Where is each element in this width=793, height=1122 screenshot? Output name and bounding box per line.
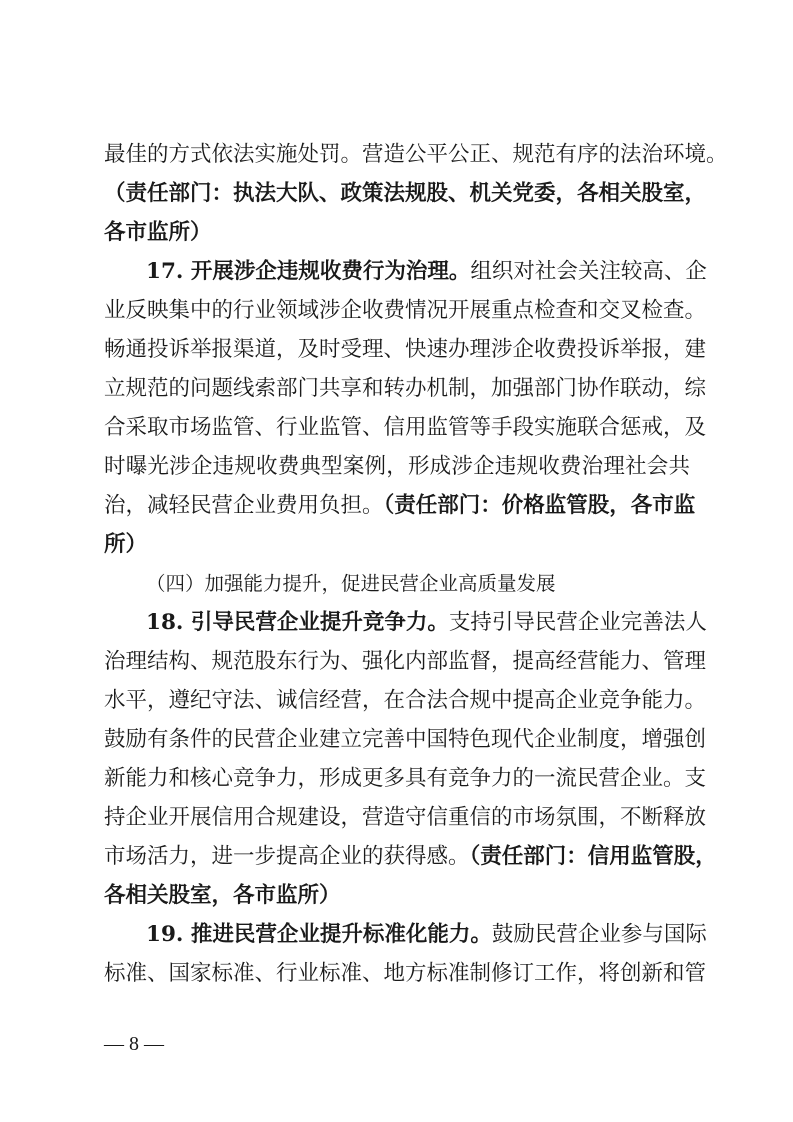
body-text: 畅通投诉举报渠道，及时受理、快速办理涉企收费投诉举报，建 <box>104 337 707 362</box>
body-text: 合采取市场监管、行业监管、信用监管等手段实施联合惩戒，及 <box>104 415 707 440</box>
body-text: 鼓励有条件的民营企业建立完善中国特色现代企业制度，增强创 <box>104 727 707 752</box>
body-text: 水平，遵纪守法、诚信经营，在合法合规中提高企业竞争能力。 <box>104 688 707 713</box>
item-18-heading: 18. 引导民营企业提升竞争力。 <box>146 610 449 635</box>
responsibility-text: 所） <box>104 532 148 557</box>
responsibility-text: 各市监所） <box>104 220 212 245</box>
body-text: 治，减轻民营企业费用负担。 <box>104 493 384 518</box>
responsibility-line <box>104 530 690 560</box>
responsibility-line <box>104 218 690 248</box>
body-text: 持企业开展信用合规建设，营造守信重信的市场氛围，不断释放 <box>104 805 707 830</box>
paragraph-line <box>104 413 707 443</box>
paragraph-line <box>104 842 717 872</box>
body-text: 最佳的方式依法实施处罚。营造公平公正、规范有序的法治环境。 <box>104 142 728 167</box>
paragraph-line <box>104 335 707 365</box>
body-text: 业反映集中的行业领域涉企收费情况开展重点检查和交叉检查。 <box>104 298 707 323</box>
section-heading-text: （四）加强能力提升，促进民营企业高质量发展 <box>146 572 556 595</box>
paragraph-line <box>104 725 707 755</box>
paragraph-line <box>104 140 728 170</box>
responsibility-line <box>104 179 707 209</box>
item-19-heading: 19. 推进民营企业提升标准化能力。 <box>146 922 492 947</box>
responsibility-text: （责任部门：执法大队、政策法规股、机关党委，各相关股室， <box>104 181 707 206</box>
item-18-first-line <box>146 608 707 638</box>
responsibility-text: （责任部门：信用监管股， <box>469 844 717 869</box>
item-17-first-line <box>146 257 707 287</box>
body-text: 组织对社会关注较高、企 <box>470 259 707 284</box>
body-text: 时曝光涉企违规收费典型案例，形成涉企违规收费治理社会共 <box>104 454 690 479</box>
body-text: 治理结构、规范股东行为、强化内部监督，提高经营能力、管理 <box>104 649 707 674</box>
body-text: 标准、国家标准、行业标准、地方标准制修订工作，将创新和管 <box>104 961 707 986</box>
paragraph-line <box>104 491 696 521</box>
body-text: 市场活力，进一步提高企业的获得感。 <box>104 844 470 869</box>
paragraph-line <box>104 452 690 482</box>
paragraph-line <box>104 296 707 326</box>
paragraph-line <box>104 647 707 677</box>
body-text: 新能力和核心竞争力，形成更多具有竞争力的一流民营企业。支 <box>104 766 707 791</box>
paragraph-line <box>104 686 707 716</box>
item-17-heading: 17. 开展涉企违规收费行为治理。 <box>146 259 471 284</box>
body-text: 支持引导民营企业完善法人 <box>448 610 707 635</box>
paragraph-line <box>104 374 707 404</box>
body-text: 立规范的问题线索部门共享和转办机制，加强部门协作联动，综 <box>104 376 707 401</box>
body-text: 鼓励民营企业参与国际 <box>491 922 707 947</box>
paragraph-line <box>104 959 707 989</box>
paragraph-line <box>104 803 707 833</box>
responsibility-text: 各相关股室，各市监所） <box>104 883 341 908</box>
responsibility-line <box>104 881 690 911</box>
responsibility-text: （责任部门：价格监管股，各市监 <box>383 493 696 518</box>
paragraph-line <box>104 764 707 794</box>
page-number: — 8 — <box>104 1033 164 1055</box>
section-heading <box>146 569 732 599</box>
item-19-first-line <box>146 920 707 950</box>
